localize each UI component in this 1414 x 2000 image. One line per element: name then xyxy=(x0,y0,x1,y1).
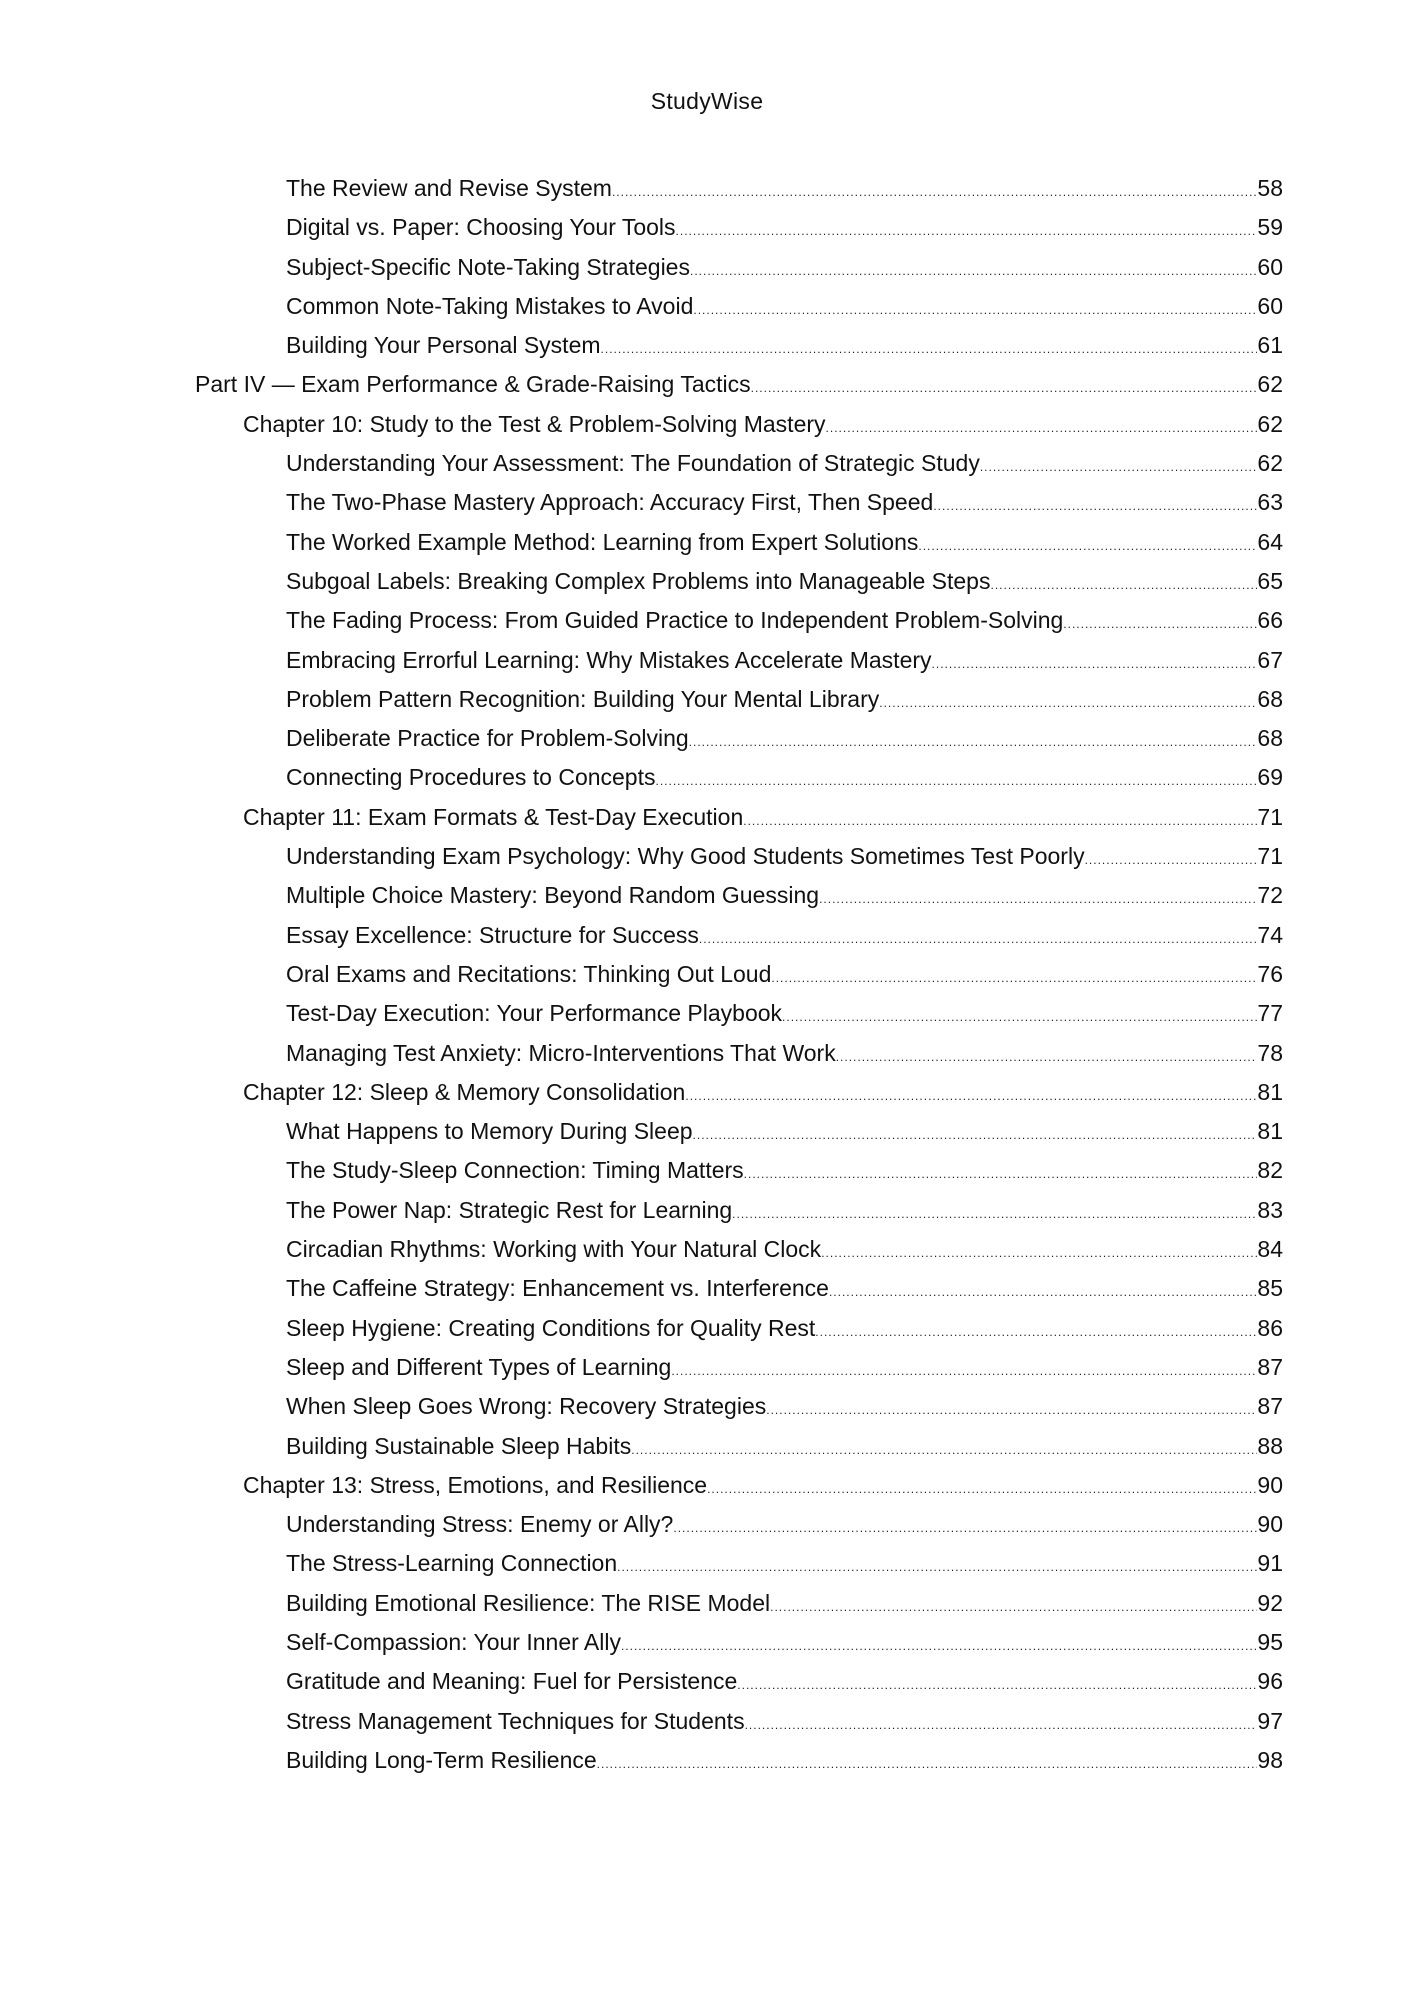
toc-entry-page-number: 95 xyxy=(1257,1628,1283,1655)
toc-entry-page-number: 90 xyxy=(1257,1471,1283,1498)
toc-entry[interactable] xyxy=(0,641,1283,680)
toc-entry[interactable] xyxy=(0,169,1283,208)
toc-entry-title: The Review and Revise System xyxy=(286,175,612,201)
dot-leader xyxy=(829,1273,1257,1312)
toc-entry-page-number: 86 xyxy=(1257,1314,1283,1341)
toc-entry[interactable] xyxy=(0,1505,1283,1544)
dot-leader xyxy=(597,1745,1258,1784)
dot-leader xyxy=(879,684,1257,723)
toc-entry-title: Understanding Stress: Enemy or Ally? xyxy=(286,1511,674,1538)
toc-entry[interactable] xyxy=(0,1191,1283,1230)
toc-entry[interactable] xyxy=(0,680,1283,719)
toc-entry-page-number: 64 xyxy=(1257,528,1283,555)
toc-entry-page-number: 67 xyxy=(1257,646,1283,673)
toc-entry[interactable] xyxy=(0,1230,1283,1269)
dot-leader xyxy=(836,1038,1258,1077)
toc-entry[interactable] xyxy=(0,1662,1283,1701)
dot-leader xyxy=(671,1352,1257,1391)
dot-leader xyxy=(699,920,1258,959)
dot-leader xyxy=(771,959,1257,998)
dot-leader xyxy=(745,1706,1258,1745)
toc-entry[interactable] xyxy=(0,405,1283,444)
toc-entry[interactable] xyxy=(0,837,1283,876)
dot-leader xyxy=(782,998,1257,1037)
toc-entry[interactable] xyxy=(0,994,1283,1033)
toc-entry-page-number: 84 xyxy=(1257,1236,1283,1263)
toc-entry[interactable] xyxy=(0,1741,1283,1780)
toc-entry-page-number: 83 xyxy=(1257,1196,1283,1223)
toc-entry-page-number: 62 xyxy=(1257,450,1283,477)
toc-entry[interactable] xyxy=(0,483,1283,522)
toc-entry-page-number: 68 xyxy=(1257,725,1283,752)
toc-entry-title: Managing Test Anxiety: Micro-Interventions That Work xyxy=(286,1039,836,1066)
dot-leader xyxy=(612,173,1257,212)
toc-entry[interactable] xyxy=(0,1584,1283,1623)
toc-entry[interactable] xyxy=(0,208,1283,247)
dot-leader xyxy=(770,1588,1257,1627)
toc-entry[interactable] xyxy=(0,1309,1283,1348)
toc-entry-page-number: 71 xyxy=(1257,803,1283,830)
dot-leader xyxy=(932,645,1258,684)
toc-entry[interactable] xyxy=(0,1387,1283,1426)
dot-leader xyxy=(815,1313,1257,1352)
dot-leader xyxy=(690,252,1257,291)
toc-entry-title: The Power Nap: Strategic Rest for Learning xyxy=(286,1196,733,1223)
toc-entry-title: What Happens to Memory During Sleep xyxy=(286,1118,693,1145)
dot-leader xyxy=(766,1391,1257,1430)
toc-entry-title: Chapter 12: Sleep & Memory Consolidation xyxy=(243,1078,686,1105)
toc-entry-title: Chapter 11: Exam Formats & Test-Day Execution xyxy=(243,803,744,830)
toc-entry-page-number: 60 xyxy=(1257,253,1283,280)
toc-entry[interactable] xyxy=(0,876,1283,915)
dot-leader xyxy=(990,566,1257,605)
toc-entry-title: The Stress-Learning Connection xyxy=(286,1550,618,1577)
dot-leader xyxy=(751,369,1258,408)
toc-entry-title: The Caffeine Strategy: Enhancement vs. Interference xyxy=(286,1275,829,1302)
toc-entry[interactable] xyxy=(0,916,1283,955)
toc-entry-title: When Sleep Goes Wrong: Recovery Strategies xyxy=(286,1393,767,1420)
toc-entry[interactable] xyxy=(0,562,1283,601)
toc-entry[interactable] xyxy=(0,248,1283,287)
dot-leader xyxy=(732,1195,1257,1234)
toc-entry[interactable] xyxy=(0,955,1283,994)
toc-entry-page-number: 58 xyxy=(1257,175,1283,201)
dot-leader xyxy=(933,487,1257,526)
toc-entry-title: Building Long-Term Resilience xyxy=(286,1746,597,1773)
dot-leader xyxy=(821,1234,1257,1273)
toc-entry[interactable] xyxy=(0,523,1283,562)
toc-entry-page-number: 72 xyxy=(1257,882,1283,909)
toc-entry-page-number: 68 xyxy=(1257,685,1283,712)
toc-entry[interactable] xyxy=(0,1112,1283,1151)
toc-entry-title: Circadian Rhythms: Working with Your Natural Clock xyxy=(286,1236,822,1263)
toc-entry[interactable] xyxy=(0,365,1283,404)
dot-leader xyxy=(601,330,1258,369)
dot-leader xyxy=(918,527,1257,566)
toc-entry-title: Deliberate Practice for Problem-Solving xyxy=(286,725,689,752)
toc-entry[interactable] xyxy=(0,1073,1283,1112)
toc-entry-page-number: 77 xyxy=(1257,1000,1283,1027)
dot-leader xyxy=(676,212,1258,251)
toc-entry-page-number: 62 xyxy=(1257,371,1283,398)
toc-entry-page-number: 87 xyxy=(1257,1353,1283,1380)
dot-leader xyxy=(743,802,1257,841)
toc-entry[interactable] xyxy=(0,1348,1283,1387)
toc-entry-title: Oral Exams and Recitations: Thinking Out Loud xyxy=(286,960,772,987)
dot-leader xyxy=(819,880,1257,919)
toc-entry-title: Common Note-Taking Mistakes to Avoid xyxy=(286,292,694,319)
dot-leader xyxy=(1063,605,1257,644)
toc-entry[interactable] xyxy=(0,1466,1283,1505)
toc-entry-page-number: 62 xyxy=(1257,410,1283,437)
toc-entry-page-number: 65 xyxy=(1257,567,1283,594)
dot-leader xyxy=(693,1116,1258,1155)
dot-leader xyxy=(826,409,1258,448)
dot-leader xyxy=(673,1509,1257,1548)
toc-entry-page-number: 61 xyxy=(1257,332,1283,359)
toc-entry[interactable] xyxy=(0,1623,1283,1662)
toc-entry-title: Part IV — Exam Performance & Grade-Raising Tactics xyxy=(195,371,751,398)
toc-entry-title: The Two-Phase Mastery Approach: Accuracy First, Then Speed xyxy=(286,489,934,516)
dot-leader xyxy=(631,1431,1257,1470)
dot-leader xyxy=(685,1077,1257,1116)
toc-entry-title: Sleep and Different Types of Learning xyxy=(286,1353,672,1380)
toc-entry-page-number: 81 xyxy=(1257,1118,1283,1145)
toc-entry[interactable] xyxy=(0,444,1283,483)
toc-entry-title: Digital vs. Paper: Choosing Your Tools xyxy=(286,214,676,241)
toc-entry-page-number: 74 xyxy=(1257,921,1283,948)
toc-entry-page-number: 96 xyxy=(1257,1668,1283,1695)
toc-entry[interactable] xyxy=(0,1034,1283,1073)
toc-entry-title: Sleep Hygiene: Creating Conditions for Quality Rest xyxy=(286,1314,816,1341)
toc-entry[interactable] xyxy=(0,326,1283,365)
dot-leader xyxy=(737,1666,1257,1705)
toc-entry-page-number: 87 xyxy=(1257,1393,1283,1420)
toc-entry-title: The Fading Process: From Guided Practice to Independent Problem-Solving xyxy=(286,607,1064,634)
toc-entry-page-number: 90 xyxy=(1257,1511,1283,1538)
toc-entry-page-number: 82 xyxy=(1257,1157,1283,1184)
dot-leader xyxy=(689,723,1258,762)
toc-entry[interactable] xyxy=(0,1702,1283,1741)
toc-entry-page-number: 63 xyxy=(1257,489,1283,516)
toc-entry-title: Essay Excellence: Structure for Success xyxy=(286,921,699,948)
dot-leader xyxy=(1085,841,1258,880)
toc-entry-title: Building Emotional Resilience: The RISE Model xyxy=(286,1589,771,1616)
toc-entry[interactable] xyxy=(0,798,1283,837)
toc-entry[interactable] xyxy=(0,1151,1283,1190)
toc-entry-page-number: 92 xyxy=(1257,1589,1283,1616)
toc-entry-title: Problem Pattern Recognition: Building Your Mental Library xyxy=(286,685,880,712)
toc-entry-title: Understanding Your Assessment: The Foundation of Strategic Study xyxy=(286,450,980,477)
toc-entry-page-number: 85 xyxy=(1257,1275,1283,1302)
toc-entry-page-number: 60 xyxy=(1257,292,1283,319)
dot-leader xyxy=(621,1627,1257,1666)
toc-entry-title: Subject-Specific Note-Taking Strategies xyxy=(286,253,690,280)
toc-entry[interactable] xyxy=(0,601,1283,640)
toc-entry-page-number: 97 xyxy=(1257,1707,1283,1734)
toc-entry-title: The Study-Sleep Connection: Timing Matters xyxy=(286,1157,744,1184)
toc-entry-page-number: 91 xyxy=(1257,1550,1283,1577)
dot-leader xyxy=(617,1548,1257,1587)
toc-entry-page-number: 71 xyxy=(1257,843,1283,870)
dot-leader xyxy=(707,1470,1257,1509)
toc-entry-page-number: 66 xyxy=(1257,607,1283,634)
toc-entry[interactable] xyxy=(0,1269,1283,1308)
toc-entry-title: Embracing Errorful Learning: Why Mistakes Accelerate Mastery xyxy=(286,646,932,673)
toc-entry-page-number: 76 xyxy=(1257,960,1283,987)
toc-entry-title: Connecting Procedures to Concepts xyxy=(286,764,656,791)
dot-leader xyxy=(744,1155,1258,1194)
toc-entry-title: Understanding Exam Psychology: Why Good Students Sometimes Test Poorly xyxy=(286,843,1085,870)
toc-entry-page-number: 98 xyxy=(1257,1746,1283,1773)
toc-entry-title: Subgoal Labels: Breaking Complex Problems into Manageable Steps xyxy=(286,567,991,594)
toc-entry-title: Chapter 13: Stress, Emotions, and Resilience xyxy=(243,1471,708,1498)
toc-entry-page-number: 59 xyxy=(1257,214,1283,241)
toc-entry-title: The Worked Example Method: Learning from Expert Solutions xyxy=(286,528,919,555)
table-of-contents xyxy=(0,169,1414,1780)
toc-entry[interactable] xyxy=(0,1427,1283,1466)
toc-entry-page-number: 78 xyxy=(1257,1039,1283,1066)
toc-entry-title: Gratitude and Meaning: Fuel for Persistence xyxy=(286,1668,738,1695)
toc-entry-page-number: 81 xyxy=(1257,1078,1283,1105)
page-header: StudyWise xyxy=(650,88,764,114)
toc-entry-title: Building Your Personal System xyxy=(286,332,601,359)
toc-entry-title: Chapter 10: Study to the Test & Problem-Solving Mastery xyxy=(243,410,826,437)
toc-entry-title: Stress Management Techniques for Students xyxy=(286,1707,745,1734)
toc-entry[interactable] xyxy=(0,719,1283,758)
toc-entry[interactable] xyxy=(0,1544,1283,1583)
toc-entry[interactable] xyxy=(0,758,1283,797)
toc-entry-page-number: 88 xyxy=(1257,1432,1283,1459)
dot-leader xyxy=(980,448,1258,487)
toc-entry-title: Test-Day Execution: Your Performance Playbook xyxy=(286,1000,783,1027)
toc-entry-title: Building Sustainable Sleep Habits xyxy=(286,1432,632,1459)
dot-leader xyxy=(656,762,1258,801)
toc-entry-page-number: 69 xyxy=(1257,764,1283,791)
toc-entry-title: Self-Compassion: Your Inner Ally xyxy=(286,1628,621,1655)
dot-leader xyxy=(693,291,1257,330)
toc-entry[interactable] xyxy=(0,287,1283,326)
toc-entry-title: Multiple Choice Mastery: Beyond Random Guessing xyxy=(286,882,820,909)
